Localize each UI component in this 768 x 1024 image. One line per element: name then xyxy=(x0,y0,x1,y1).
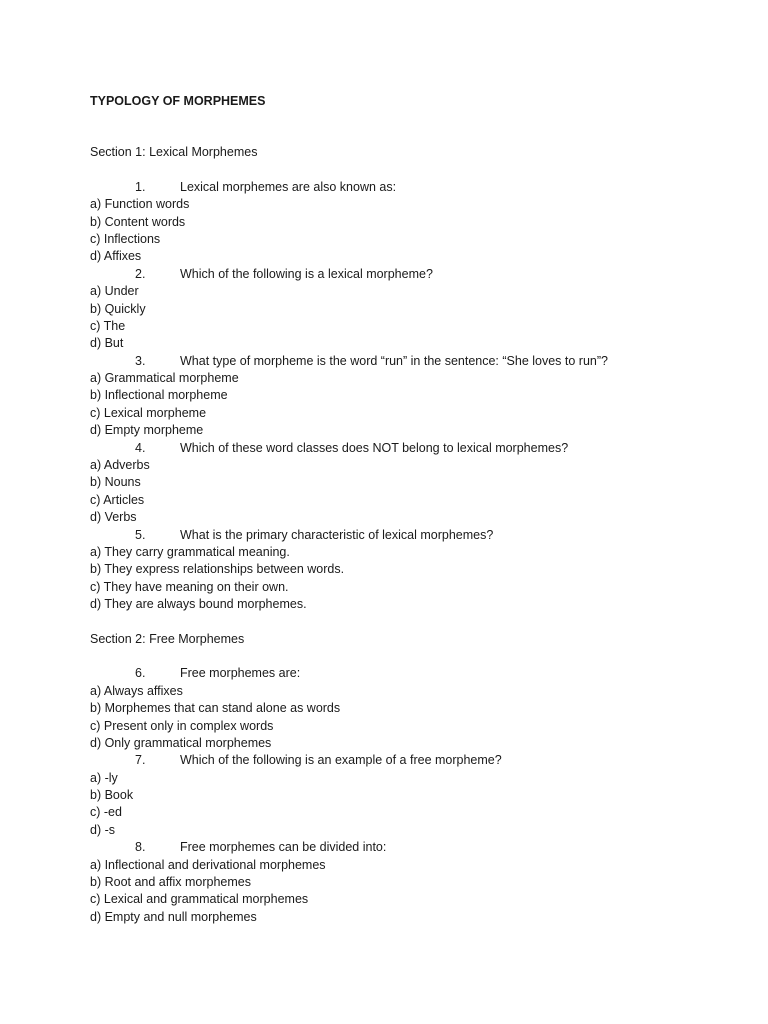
answer-option: d) Empty and null morphemes xyxy=(90,909,257,924)
answer-option: a) Grammatical morpheme xyxy=(90,371,239,386)
answer-option: b) Book xyxy=(90,788,134,803)
answer-option: a) Inflectional and derivational morphemes xyxy=(90,857,326,872)
question-text: Lexical morphemes are also known as: xyxy=(180,179,397,194)
answer-option: a) Adverbs xyxy=(90,458,150,473)
document-page xyxy=(90,93,730,926)
answer-option: c) The xyxy=(90,318,126,333)
question-text: Which of the following is a lexical morpheme? xyxy=(180,266,433,281)
question-text: Which of these word classes does NOT belong to lexical morphemes? xyxy=(180,440,569,455)
answer-option: a) Function words xyxy=(90,197,190,212)
answer-option: c) Articles xyxy=(90,492,145,507)
question-number: 8. xyxy=(135,840,146,855)
question-number: 1. xyxy=(135,179,146,194)
question-text: Free morphemes are: xyxy=(180,666,301,681)
question xyxy=(90,179,730,196)
question-number: 2. xyxy=(135,266,146,281)
question-text: What type of morpheme is the word “run” in the sentence: “She loves to run”? xyxy=(180,353,608,368)
question-number: 6. xyxy=(135,666,146,681)
answer-option: a) Under xyxy=(90,284,139,299)
answer-option: b) Content words xyxy=(90,214,186,229)
answer-option: d) Affixes xyxy=(90,249,142,264)
question-number: 7. xyxy=(135,753,146,768)
question xyxy=(90,353,730,370)
section xyxy=(90,631,730,926)
answer-option: c) Lexical and grammatical morphemes xyxy=(90,892,309,907)
answer-option: b) Quickly xyxy=(90,301,146,316)
answer-option: c) They have meaning on their own. xyxy=(90,579,289,594)
answer-option: d) Empty morpheme xyxy=(90,423,204,438)
section-heading: Section 1: Lexical Morphemes xyxy=(90,145,258,160)
answer-option: c) -ed xyxy=(90,805,122,820)
question xyxy=(90,266,730,283)
answer-option: d) They are always bound morphemes. xyxy=(90,597,307,612)
question xyxy=(90,752,730,769)
answer-option: b) They express relationships between words. xyxy=(90,562,345,577)
question-number: 3. xyxy=(135,353,146,368)
answer-option: a) -ly xyxy=(90,770,118,785)
question-text: Free morphemes can be divided into: xyxy=(180,840,387,855)
question-number: 4. xyxy=(135,440,146,455)
sections-container xyxy=(90,144,730,926)
answer-option: d) Only grammatical morphemes xyxy=(90,735,272,750)
question-text: Which of the following is an example of a free morpheme? xyxy=(180,753,502,768)
answer-option: d) -s xyxy=(90,822,115,837)
document-title: TYPOLOGY OF MORPHEMES xyxy=(90,94,266,108)
question xyxy=(90,839,730,856)
question xyxy=(90,527,730,544)
answer-option: d) Verbs xyxy=(90,510,137,525)
section xyxy=(90,144,730,613)
question xyxy=(90,665,730,682)
answer-option: b) Morphemes that can stand alone as words xyxy=(90,701,341,716)
answer-option: d) But xyxy=(90,336,124,351)
answer-option: b) Root and affix morphemes xyxy=(90,875,251,890)
section-heading: Section 2: Free Morphemes xyxy=(90,631,245,646)
question-number: 5. xyxy=(135,527,146,542)
answer-option: c) Lexical morpheme xyxy=(90,405,207,420)
answer-option: a) They carry grammatical meaning. xyxy=(90,544,290,559)
answer-option: b) Nouns xyxy=(90,475,141,490)
answer-option: c) Inflections xyxy=(90,231,161,246)
answer-option: a) Always affixes xyxy=(90,683,183,698)
question-text: What is the primary characteristic of lexical morphemes? xyxy=(180,527,494,542)
answer-option: b) Inflectional morpheme xyxy=(90,388,228,403)
question xyxy=(90,440,730,457)
answer-option: c) Present only in complex words xyxy=(90,718,274,733)
